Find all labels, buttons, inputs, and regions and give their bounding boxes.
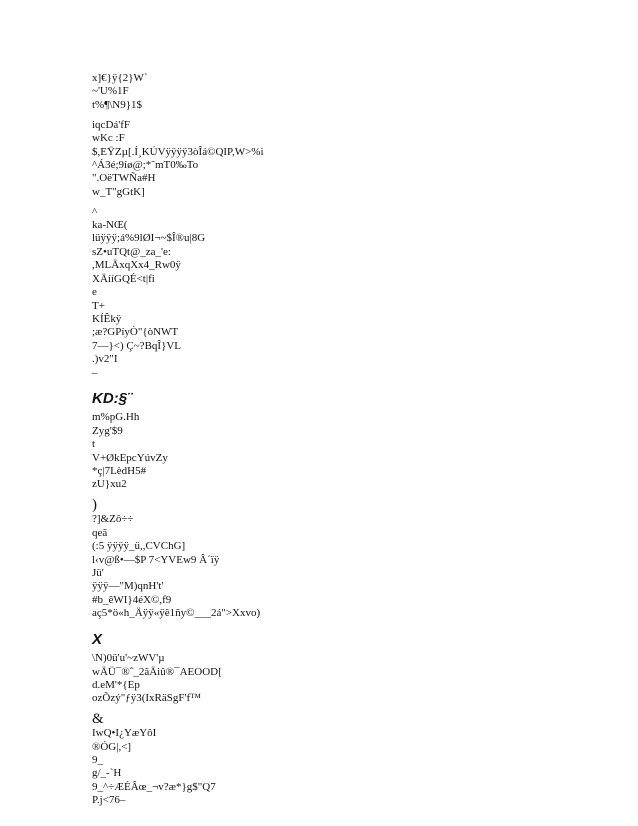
text-line: ozÕzý"ƒÿ3(IxRäSgF'f™ [92, 692, 201, 705]
text-line: #b_êWI}4éX©,f9 [92, 593, 172, 606]
text-line: \N)0ü'u'~zWV'µ [92, 652, 165, 665]
text-line: lüÿÿÿ;á%9lØI¬~$Î®u|8G [92, 232, 206, 245]
text-line: ;æ?GPíyÒ"{òNWT [92, 326, 179, 339]
paragraph [92, 411, 572, 491]
text-line: ".OëTWÑa#H [92, 172, 156, 185]
text-line: aç5*ö«h_Äÿÿ«ÿê1ñy©___2á">Xxvo) [92, 607, 261, 620]
text-line: T+ [92, 299, 105, 312]
text-line: *ç|7LèdH5# [92, 465, 147, 478]
text-line: x]€}ÿ{2}W` [92, 72, 148, 84]
text-line: ^ [92, 205, 98, 218]
text-line: KÍÊkÿ [92, 312, 122, 325]
text-line: 7—}<) Ç~?BqÎ}VL [92, 339, 182, 352]
text-line: g/_-`H [92, 767, 122, 780]
paragraph [92, 727, 572, 807]
text-line: ®ÓG|,<] [92, 740, 132, 753]
text-line: qeã [92, 526, 108, 539]
text-line: – [92, 366, 98, 379]
text-line: ka-NŒ( [92, 219, 128, 232]
text-line: (:5 ÿÿÿÿ_ü,,CVChG] [92, 540, 186, 553]
text-line: ~'U%1F [92, 85, 129, 98]
text-line: zU}xu2 [92, 478, 127, 491]
paragraph [92, 652, 572, 706]
paragraph [92, 513, 572, 620]
paragraph [92, 72, 572, 112]
section-heading: KD:§¨ [92, 390, 132, 408]
symbol-line: ) [92, 498, 97, 514]
text-line: XÄííGQÉ<t|fi [92, 272, 155, 285]
text-line: V+ØkEpcYúvZy [92, 451, 168, 464]
document-body [92, 72, 572, 814]
text-line: wKc :F [92, 132, 125, 145]
paragraph [92, 206, 572, 380]
text-line: $,EŸZµ[.Í¸KÚVÿÿÿÿ3òÎá©QIP,W>%i [92, 145, 264, 158]
paragraph [92, 119, 572, 199]
text-line: ?]&Zô÷÷ [92, 513, 134, 526]
symbol-line: & [92, 712, 104, 728]
text-line: sZ•uTQt@_za_'e: [92, 245, 171, 258]
text-line: ,MLÄxqXx4_Rw0ÿ [92, 259, 181, 272]
text-line: l‹v@ß•—$P 7<YVEw9 Â´ïÿ [92, 553, 220, 566]
section-heading: X [92, 631, 103, 649]
text-line: w_T"gGtK] [92, 185, 145, 198]
paragraph-gap [92, 621, 572, 628]
text-line: Zyg'$9 [92, 424, 123, 437]
text-line: ÿÿÿ—"M)qnH't' [92, 580, 164, 593]
text-line: wÄÜ¯®ˆ_2ãÄiû®¯AEOOD[ [92, 665, 222, 678]
text-line: m%pG.Hh [92, 411, 140, 424]
text-line: e [92, 286, 97, 299]
text-line: IwQ•I¿YæYôI [92, 727, 157, 740]
text-line: t [92, 438, 96, 451]
text-line: d.eM'*{Ep [92, 678, 140, 691]
text-line: iqcDá'fF [92, 118, 131, 131]
text-line: 9_ [92, 754, 103, 767]
text-line: Jü' [92, 567, 104, 579]
text-line: 9_^÷ÆÉÂœ_¬v?æ*}g$"Q7 [92, 780, 216, 793]
paragraph-gap [92, 380, 572, 387]
paragraph-gap [92, 808, 572, 815]
text-line: ^Á3é;9íø@;*˜mT0‰To [92, 158, 199, 171]
text-line: P.j<76– [92, 794, 126, 807]
text-line: t%¶\N9}1$ [92, 98, 142, 111]
text-line: .)v2"I [92, 353, 118, 366]
